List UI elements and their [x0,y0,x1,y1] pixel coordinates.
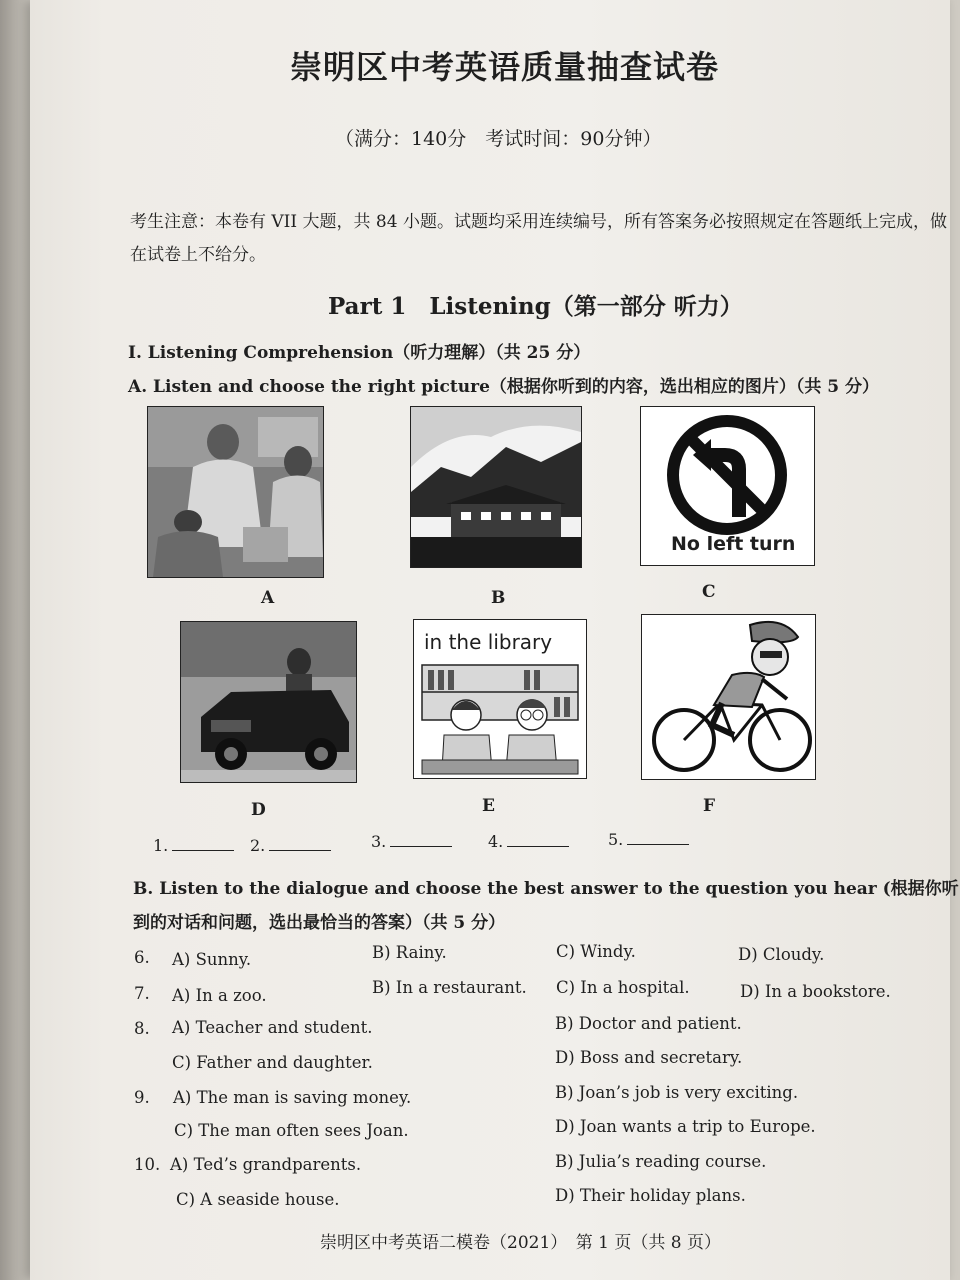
subsection-a-heading: A. Listen and choose the right picture（根据你听到的内容，选出相应的图片）（共 5 分） [128,377,880,397]
option-c[interactable]: C) Windy. [556,942,636,961]
option-a[interactable]: A) The man is saving money. [173,1088,412,1107]
picture-label: D [251,800,266,820]
option-c[interactable]: C) In a hospital. [556,978,690,997]
option-d[interactable]: D) Boss and secretary. [555,1048,743,1067]
option-d[interactable]: D) Cloudy. [738,945,825,964]
option-c[interactable]: C) A seaside house. [176,1190,340,1209]
option-a[interactable]: A) Sunny. [172,950,252,969]
answer-blank-3[interactable]: 3. [371,832,452,851]
picture-label: E [482,796,495,816]
book-spine [0,0,30,1280]
question-number: 9. [134,1088,150,1107]
option-d[interactable]: D) Joan wants a trip to Europe. [555,1117,816,1136]
picture-a [147,406,324,578]
subsection-b-heading: B. Listen to the dialogue and choose the best answer to the question you hear (根据你听到的对话和问题，选出最恰当的答案）（共 5 分） [133,879,959,933]
answer-blank-1[interactable]: 1. [153,836,234,855]
option-b[interactable]: B) In a restaurant. [372,978,527,997]
exam-subtitle: （满分：140分 考试时间：90分钟） [335,128,662,150]
answer-blank-5[interactable]: 5. [608,830,689,849]
sign-caption: No left turn [671,533,796,555]
picture-b [410,406,582,568]
exam-page [30,0,959,1280]
question-number: 6. [134,948,150,967]
section-heading: I. Listening Comprehension（听力理解）（共 25 分） [128,343,591,363]
picture-e [413,619,587,779]
option-b[interactable]: B) Rainy. [372,943,447,962]
page-footer: 崇明区中考英语二模卷（2021） 第 1 页（共 8 页） [320,1233,722,1253]
option-b[interactable]: B) Doctor and patient. [555,1014,742,1033]
option-a[interactable]: A) Teacher and student. [172,1018,373,1037]
answer-blank-4[interactable]: 4. [488,832,569,851]
option-d[interactable]: D) Their holiday plans. [555,1186,746,1205]
picture-c [640,406,815,566]
question-number: 8. [134,1019,150,1038]
option-a[interactable]: A) Ted’s grandparents. [170,1155,362,1174]
question-number: 10. [134,1155,161,1174]
option-b[interactable]: B) Julia’s reading course. [555,1152,767,1171]
answer-blank-2[interactable]: 2. [250,836,331,855]
option-c[interactable]: C) Father and daughter. [172,1053,373,1072]
picture-label: F [703,796,716,816]
option-d[interactable]: D) In a bookstore. [740,982,891,1001]
picture-f [641,614,816,780]
option-b[interactable]: B) Joan’s job is very exciting. [555,1083,799,1102]
picture-d [180,621,357,783]
library-caption: in the library [424,630,553,654]
picture-label: A [261,588,275,608]
picture-label: B [491,588,506,608]
part-heading: Part 1 Listening（第一部分 听力） [328,293,743,320]
question-number: 7. [134,984,150,1003]
option-a[interactable]: A) In a zoo. [172,986,267,1005]
exam-notice: 考生注意：本卷有 VII 大题，共 84 小题。试题均采用连续编号，所有答案务必按照规定在答题纸上完成，做在试卷上不给分。 [130,212,947,265]
exam-title: 崇明区中考英语质量抽查试卷 [290,48,720,86]
option-c[interactable]: C) The man often sees Joan. [174,1121,409,1140]
picture-label: C [702,582,716,602]
